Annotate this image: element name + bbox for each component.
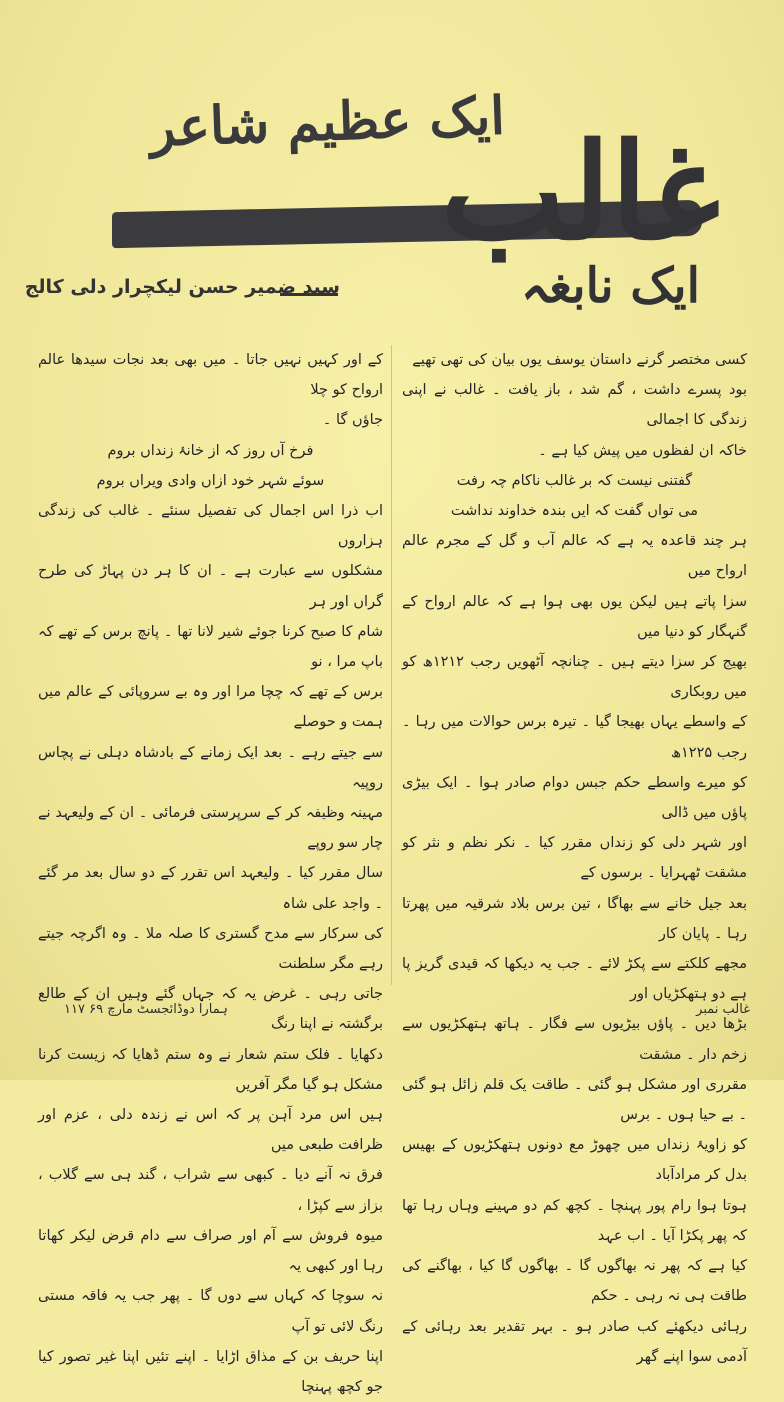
text-line: بود پسرے داشت ، گم شد ، باز یافت ۔ غالب نے اپنی زندگی کا اجمالی xyxy=(402,382,747,429)
text-line: ہیں اس مرد آہن پر کہ اس نے زندہ دلی ، عزم اور ظرافت طبعی میں xyxy=(38,1107,383,1154)
text-line: اور شہر دلی کو زنداں مقرر کیا ۔ نکر نظم و نثر کو مشقت ٹھہرایا ۔ برسوں کے xyxy=(402,835,747,882)
text-line: اپنا حریف بن کے مذاق اڑایا ۔ اپنے تئیں اپنا غیر تصور کیا جو کچھ پہنچا xyxy=(38,1348,383,1395)
text-line: کے واسطے یہاں بھیجا گیا ۔ تیرہ برس حوالات میں رہا ۔ رجب ۱۲۲۵ھ xyxy=(402,714,747,761)
text-line: کسی مختصر گرنے داستان یوسف یوں بیان کی تھی تھیے xyxy=(412,352,747,368)
text-line: برس کے تھے کہ چچا مرا اور وہ بے سروپائی کے عالم میں ہمت و حوصلے xyxy=(38,684,383,731)
text-line: کو میرے واسطے حکم جبس دوام صادر ہوا ۔ ایک بیڑی پاؤں میں ڈالی xyxy=(402,774,747,822)
text-line: جاتی رہی ۔ غرض یہ کہ جہاں گئے وہیں ان کے طالع برگشتہ نے اپنا رنگ xyxy=(38,986,383,1033)
text-line: شام کا صبح کرنا جوئے شیر لانا تھا ۔ پانچ برس کے تھے کہ باپ مرا ، نو xyxy=(38,623,383,671)
text-line: مجھے کلکتے سے پکڑ لائے ۔ جب یہ دیکھا کہ قیدی گریز پا ہے دو ہتھکڑیاں اور xyxy=(402,956,747,1003)
footer-issue-info: ہمارا دوڈائجسٹ مارچ ۶۹ ۱۱۷ xyxy=(64,1002,228,1017)
text-line: دکھایا ۔ فلک ستم شعار نے وہ ستم ڈھایا کہ زیست کرنا مشکل ہو گیا مگر آفریں xyxy=(38,1046,383,1093)
text-line: کو زاویۂ زنداں میں چھوڑ مع دونوں ہتھکڑیوں کے بھیس بدل کر مرادآباد xyxy=(402,1137,747,1184)
left-column-intro xyxy=(38,345,383,436)
text-line: اب ذرا اس اجمال کی تفصیل سنئے ۔ غالب کی زندگی ہزاروں xyxy=(38,503,383,550)
text-line: بڑھا دیں ۔ پاؤں بیڑیوں سے فگار ۔ ہاتھ ہتھکڑیوں سے زخم دار ۔ مشقت xyxy=(402,1016,747,1063)
verse-line: فرخ آں روز کہ از خانۂ زنداں بروم xyxy=(107,442,314,459)
text-line: رہائی دیکھئے کب صادر ہو ۔ بہر تقدیر بعد رہائی کے آدمی سوا اپنے گھر xyxy=(402,1318,747,1365)
author-byline: سید ضمیر حسن لیکچرار دلی کالج xyxy=(24,276,340,298)
text-line: سال مقرر کیا ۔ ولیعہد اس تقرر کے دو سال بعد مر گئے ۔ واجد علی شاہ xyxy=(38,865,383,912)
text-line: جاؤں گا ۔ xyxy=(322,412,383,429)
text-line: سزا پاتے ہیں لیکن یوں بھی ہوا ہے کہ عالم ارواح کے گنہگار کو دنیا میں xyxy=(402,593,747,640)
text-line: ہوتا ہوا رام پور پہنچا ۔ کچھ کم دو مہینے وہاں رہا تھا کہ پھر پکڑا آیا ۔ اب عہد xyxy=(402,1197,747,1244)
left-column-body xyxy=(38,496,383,1402)
footer-section-name: غالب نمبر xyxy=(696,1002,750,1017)
text-line: کی سرکار سے مدح گستری کا صلہ ملا ۔ وہ اگرچہ جیتے رہے مگر سلطنت xyxy=(38,925,383,973)
text-line: میوہ فروش سے آم اور صراف سے دام قرض لیکر کھاتا رہا اور کبھی یہ xyxy=(38,1227,383,1275)
text-line: مقرری اور مشکل ہو گئی ۔ طاقت یک قلم زائل ہو گئی ۔ بے حیا ہوں ۔ برس xyxy=(402,1076,747,1124)
title-secondary: ایک نابغہ xyxy=(521,258,700,314)
text-line: می تواں گفت کہ ایں بندہ خداوند نداشت xyxy=(450,503,699,520)
verse-block xyxy=(38,436,383,496)
text-line: مشکلوں سے عبارت ہے ۔ ان کا ہر دن پہاڑ کی طرح گراں اور ہر xyxy=(38,563,383,610)
text-line: کے اور کہیں نہیں جاتا ۔ میں بھی بعد نجات سیدھا عالم ارواح کو چلا xyxy=(38,352,383,399)
page-title: غالب xyxy=(440,115,720,270)
text-line: فرق نہ آنے دیا ۔ کبھی سے شراب ، گند ہی سے گلاب ، بزاز سے کپڑا ، xyxy=(38,1167,383,1214)
text-line: سے جیتے رہے ۔ بعد ایک زمانے کے بادشاہ دہلی نے پچاس روپیہ xyxy=(38,744,383,791)
text-line: مہینہ وظیفہ کر کے سرپرستی فرمائی ۔ ان کے ولیعہد نے چار سو روپے xyxy=(38,805,383,852)
column-divider xyxy=(391,345,392,985)
text-line: بعد جیل خانے سے بھاگا ، تین برس بلاد شرقیہ میں پھرتا رہا ۔ پایان کار xyxy=(402,895,747,942)
text-line: ہر چند قاعدہ یہ ہے کہ عالم آب و گل کے مجرم عالم ارواح میں xyxy=(402,533,747,580)
text-line: گفتنی نیست کہ بر غالب ناکام چہ رفت xyxy=(456,472,693,489)
text-line: بھیج کر سزا دیتے ہیں ۔ چنانچہ آٹھویں رجب ۱۲۱۲ھ کو میں روبکاری xyxy=(402,654,747,701)
title-subheading: ایک عظیم شاعر xyxy=(149,85,506,159)
text-line: خاکہ ان لفظوں میں پیش کیا ہے ۔ xyxy=(538,442,747,459)
right-column xyxy=(402,345,747,1372)
left-column xyxy=(38,345,383,1402)
text-line: کیا ہے کہ پھر نہ بھاگوں گا ۔ بھاگوں گا کیا ، بھاگنے کی طاقت ہی نہ رہی ۔ حکم xyxy=(402,1258,747,1305)
text-line: نہ سوچا کہ کہاں سے دوں گا ۔ پھر جب یہ فاقہ مستی رنگ لائی تو آپ xyxy=(38,1288,383,1335)
verse-line: سوئے شہر خود ازاں وادی ویراں بروم xyxy=(96,472,325,489)
